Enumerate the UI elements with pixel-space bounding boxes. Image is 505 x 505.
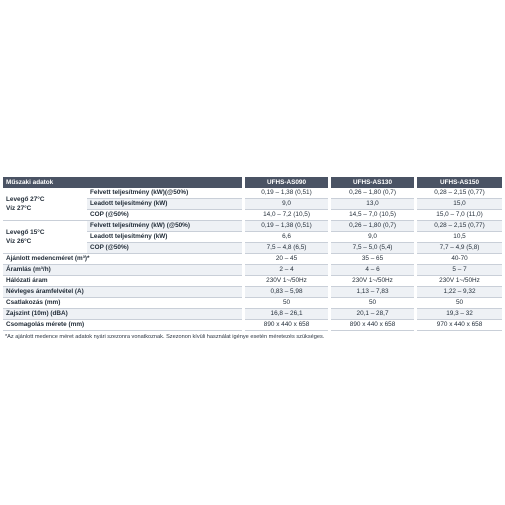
table-row <box>3 298 502 309</box>
value-cell: 4 – 6 <box>331 265 414 276</box>
value-cell: 0,26 – 1,80 (0,7) <box>331 221 414 232</box>
row-label: Leadott teljesítmény (kW) <box>87 199 242 210</box>
value-cell: 40-70 <box>417 254 502 265</box>
value-cell: 230V 1~/50Hz <box>245 276 328 287</box>
value-cell: 9,0 <box>245 199 328 210</box>
water-temperature-label: Víz 27°C <box>6 205 32 212</box>
row-label: Névleges áramfelvétel (A) <box>3 287 242 298</box>
value-cell: 9,0 <box>331 232 414 243</box>
row-label: Hálózati áram <box>3 276 242 287</box>
value-cell: 1,22 – 9,32 <box>417 287 502 298</box>
value-cell: 970 x 440 x 658 <box>417 320 502 331</box>
value-cell: 5 – 7 <box>417 265 502 276</box>
model-header: UFHS-AS130 <box>331 177 414 188</box>
spec-sheet <box>3 177 502 340</box>
model-header: UFHS-AS150 <box>417 177 502 188</box>
row-label: Zajszint (10m) (dBA) <box>3 309 242 320</box>
value-cell: 13,0 <box>331 199 414 210</box>
value-cell: 7,5 – 5,0 (5,4) <box>331 243 414 254</box>
value-cell: 50 <box>331 298 414 309</box>
row-label: Csatlakozás (mm) <box>3 298 242 309</box>
row-label: Felvett teljesítmény (kW) (@50%) <box>87 221 242 232</box>
row-label: Áramlás (m³/h) <box>3 265 242 276</box>
table-row <box>3 188 502 199</box>
value-cell: 50 <box>417 298 502 309</box>
row-label: Leadott teljesítmény (kW) <box>87 232 242 243</box>
value-cell: 0,19 – 1,38 (0,51) <box>245 221 328 232</box>
value-cell: 890 x 440 x 658 <box>245 320 328 331</box>
value-cell: 0,26 – 1,80 (0,7) <box>331 188 414 199</box>
value-cell: 230V 1~/50Hz <box>331 276 414 287</box>
value-cell: 14,5 – 7,0 (10,5) <box>331 210 414 221</box>
table-title: Műszaki adatok <box>3 177 242 188</box>
value-cell: 7,7 – 4,9 (5,8) <box>417 243 502 254</box>
condition-group-label <box>3 188 87 221</box>
water-temperature-label: Víz 26°C <box>6 238 32 245</box>
table-row <box>3 254 502 265</box>
model-header: UFHS-AS090 <box>245 177 328 188</box>
value-cell: 15,0 – 7,0 (11,0) <box>417 210 502 221</box>
value-cell: 6,6 <box>245 232 328 243</box>
value-cell: 2 – 4 <box>245 265 328 276</box>
air-temperature-label: Levegő 27°C <box>6 196 45 203</box>
table-row <box>3 320 502 331</box>
value-cell: 0,83 – 5,98 <box>245 287 328 298</box>
value-cell: 20 – 45 <box>245 254 328 265</box>
value-cell: 1,13 – 7,83 <box>331 287 414 298</box>
table-header-row <box>3 177 502 188</box>
spec-table <box>3 177 502 331</box>
air-temperature-label: Levegő 15°C <box>6 229 45 236</box>
value-cell: 16,8 – 26,1 <box>245 309 328 320</box>
value-cell: 19,3 – 32 <box>417 309 502 320</box>
value-cell: 20,1 – 28,7 <box>331 309 414 320</box>
table-row <box>3 287 502 298</box>
table-row <box>3 265 502 276</box>
row-label: Csomagolás mérete (mm) <box>3 320 242 331</box>
row-label: Ajánlott medencméret (m³)* <box>3 254 242 265</box>
footnote: *Az ajánlott medence méret adatok nyári szezonra vonatkoznak. Szezonon kívüli használat igénye esetén méretezés szükséges. <box>5 334 325 340</box>
value-cell: 890 x 440 x 658 <box>331 320 414 331</box>
row-label: COP (@50%) <box>87 243 242 254</box>
table-row <box>3 221 502 232</box>
table-row <box>3 276 502 287</box>
condition-group-label <box>3 221 87 254</box>
value-cell: 0,19 – 1,38 (0,51) <box>245 188 328 199</box>
value-cell: 50 <box>245 298 328 309</box>
value-cell: 10,5 <box>417 232 502 243</box>
value-cell: 15,0 <box>417 199 502 210</box>
row-label: Felvett teljesítmény (kW)(@50%) <box>87 188 242 199</box>
value-cell: 14,0 – 7,2 (10,5) <box>245 210 328 221</box>
value-cell: 0,28 – 2,15 (0,77) <box>417 221 502 232</box>
value-cell: 230V 1~/50Hz <box>417 276 502 287</box>
value-cell: 35 – 65 <box>331 254 414 265</box>
value-cell: 0,28 – 2,15 (0,77) <box>417 188 502 199</box>
table-row <box>3 309 502 320</box>
row-label: COP (@50%) <box>87 210 242 221</box>
value-cell: 7,5 – 4,8 (6,5) <box>245 243 328 254</box>
